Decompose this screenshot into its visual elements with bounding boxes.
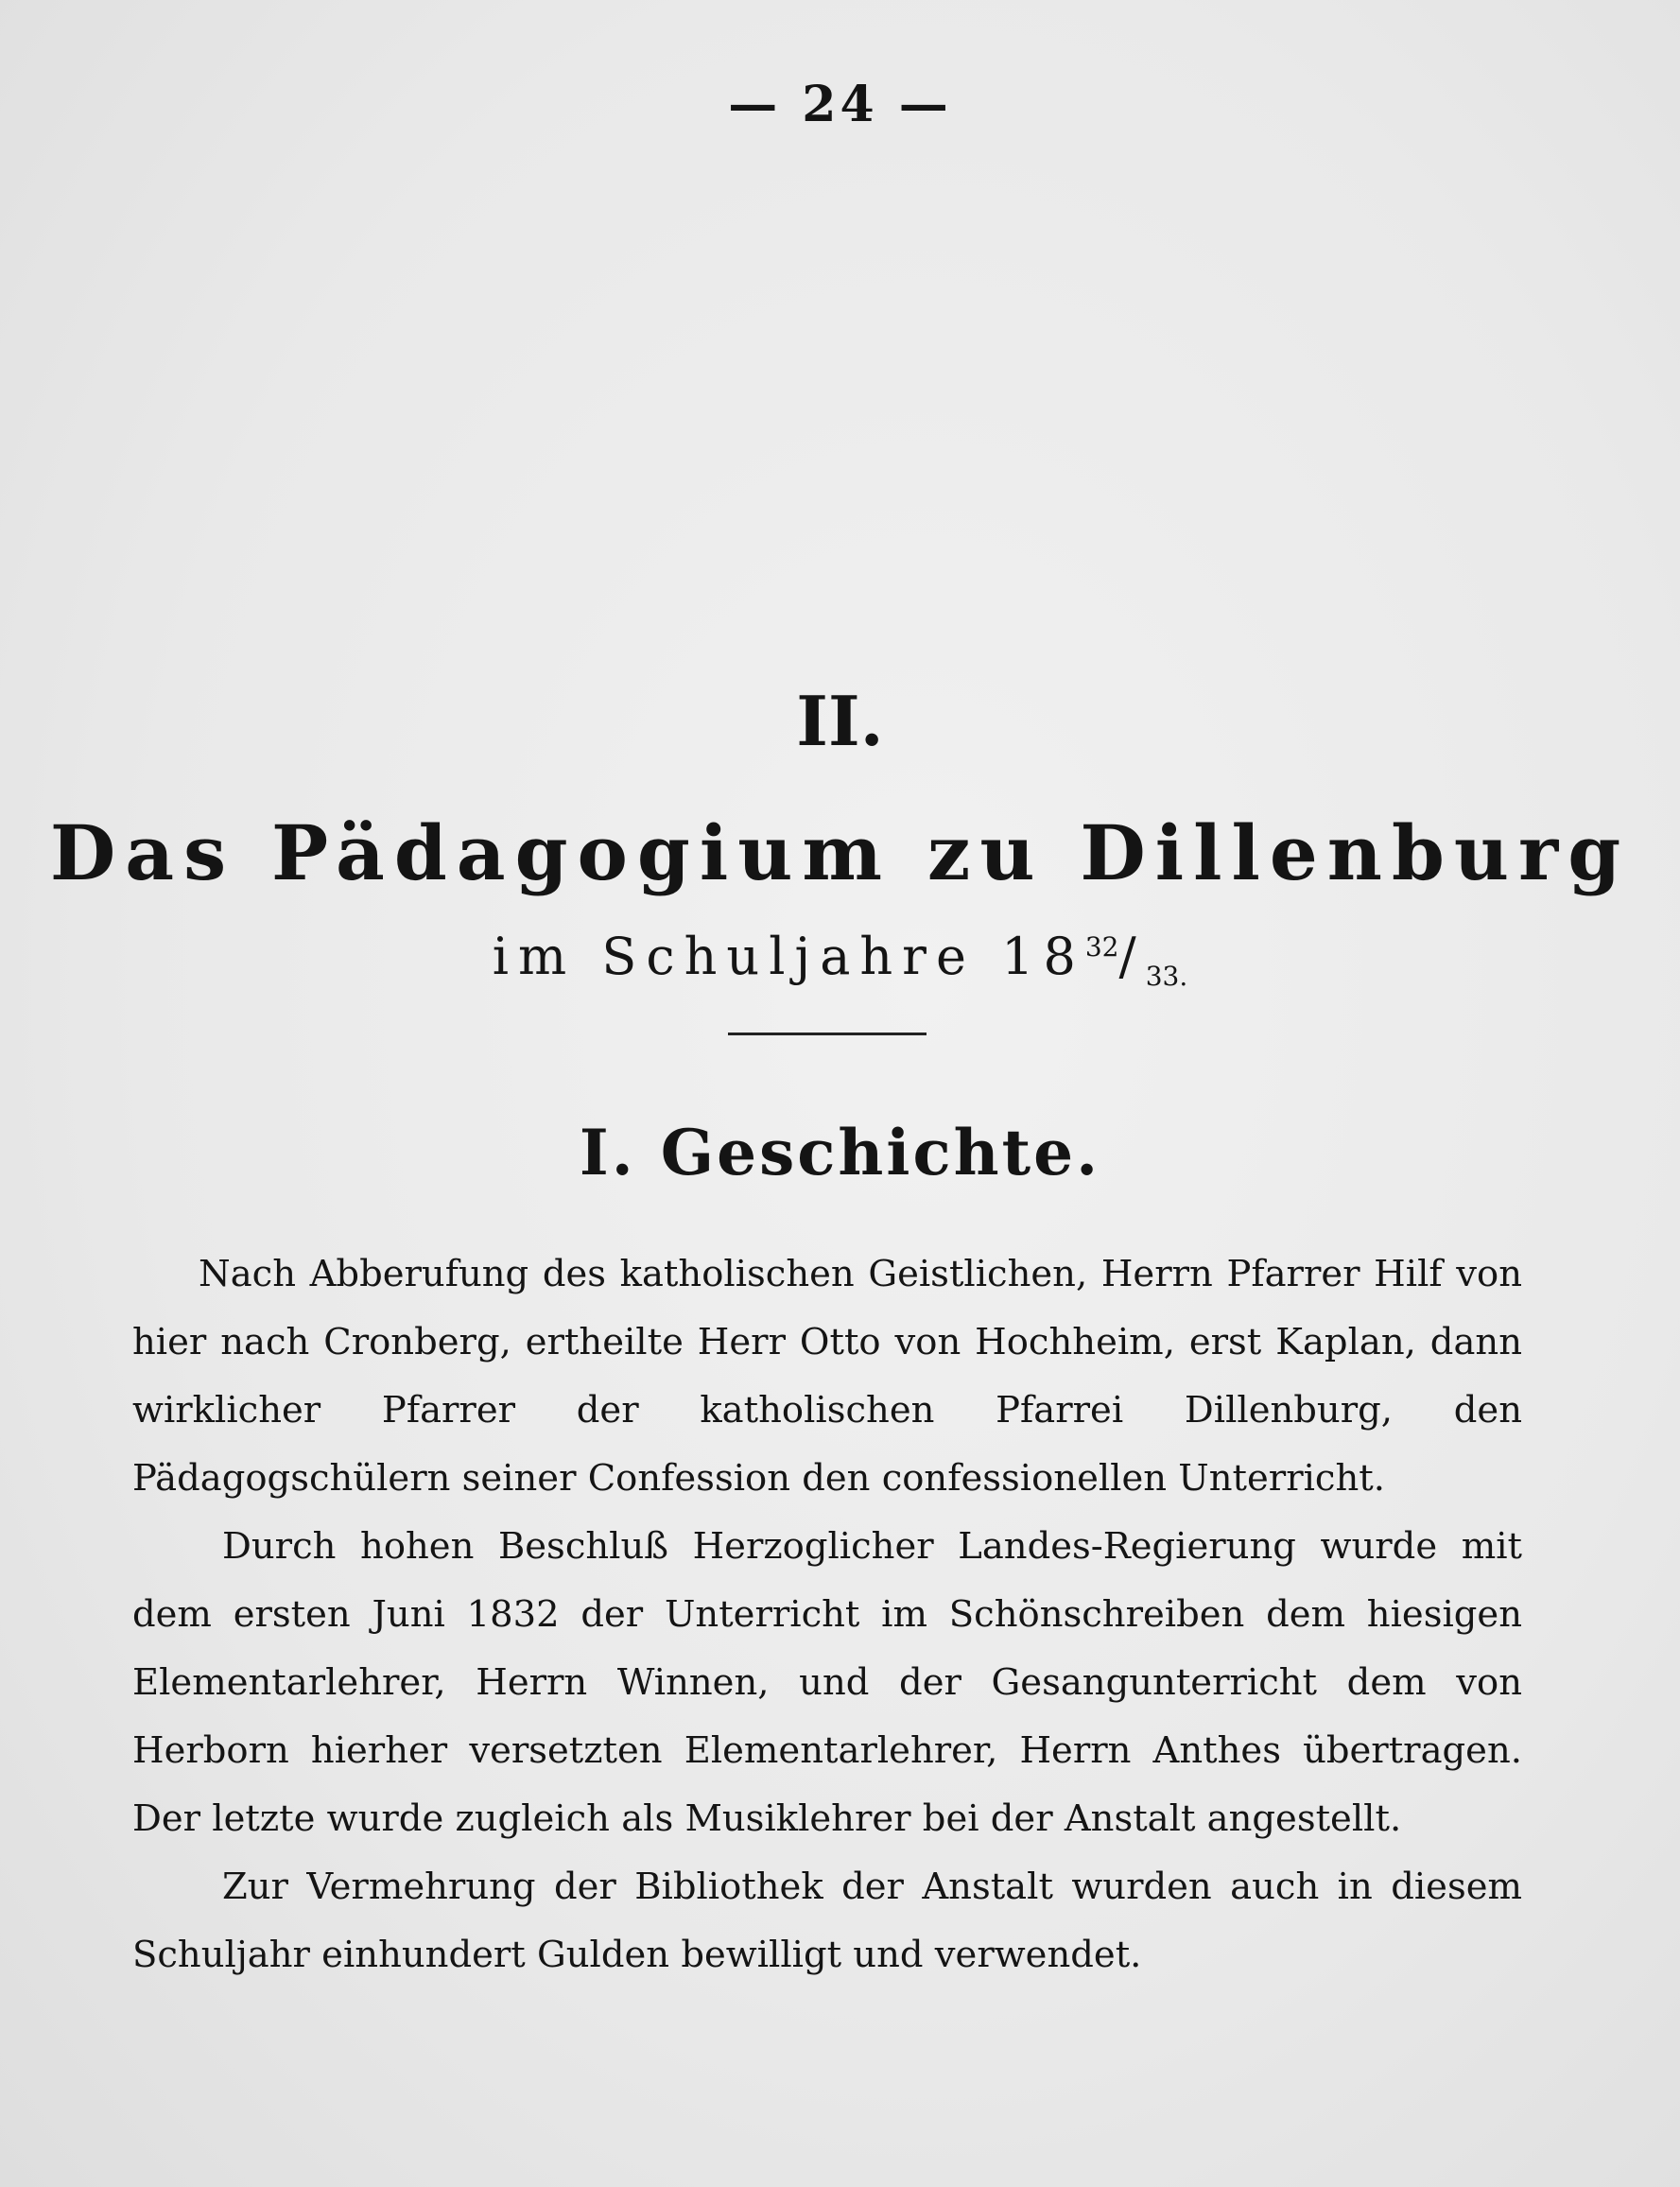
page-number: — 24 —: [728, 76, 952, 133]
section-heading: I. Geschichte.: [579, 1116, 1101, 1189]
subtitle: im Schuljahre $18^{32}/_{33.}$: [492, 927, 1188, 992]
subtitle-year-numerator: 32: [1084, 931, 1119, 963]
paragraph-1: Nach Abberufung des katholischen Geistlichen, Herrn Pfarrer Hilf von hier nach Cronberg, ertheilte Herr Otto von Hochheim, erst Kaplan, dann wirklicher Pfarrer der katholischen Pfarrei Dillenburg, den Pädagogschülern seiner Confession den confessionellen Unterricht.: [132, 1253, 1522, 1500]
body-text: [132, 1241, 1522, 1989]
part-number: II.: [796, 681, 884, 761]
paragraph-3: Zur Vermehrung der Bibliothek der Anstalt wurden auch in diesem Schuljahr einhundert Gulden bewilligt und verwendet.: [132, 1866, 1522, 1976]
divider-rule: [728, 1033, 927, 1035]
page-title: Das Pädagogium zu Dillenburg: [49, 808, 1631, 897]
subtitle-year-denominator: 33.: [1145, 960, 1188, 992]
paragraph-2: Durch hohen Beschluß Herzoglicher Landes-Regierung wurde mit dem ersten Juni 1832 der Unterricht im Schönschreiben dem hiesigen Elementarlehrer, Herrn Winnen, und der Gesangunterricht dem von Herborn hierher versetzten Elementarlehrer, Herrn Anthes übertragen. Der letzte wurde zugleich als Musiklehrer bei der Anstalt angestellt.: [132, 1525, 1522, 1840]
subtitle-text: im Schuljahre 18: [492, 927, 1085, 986]
